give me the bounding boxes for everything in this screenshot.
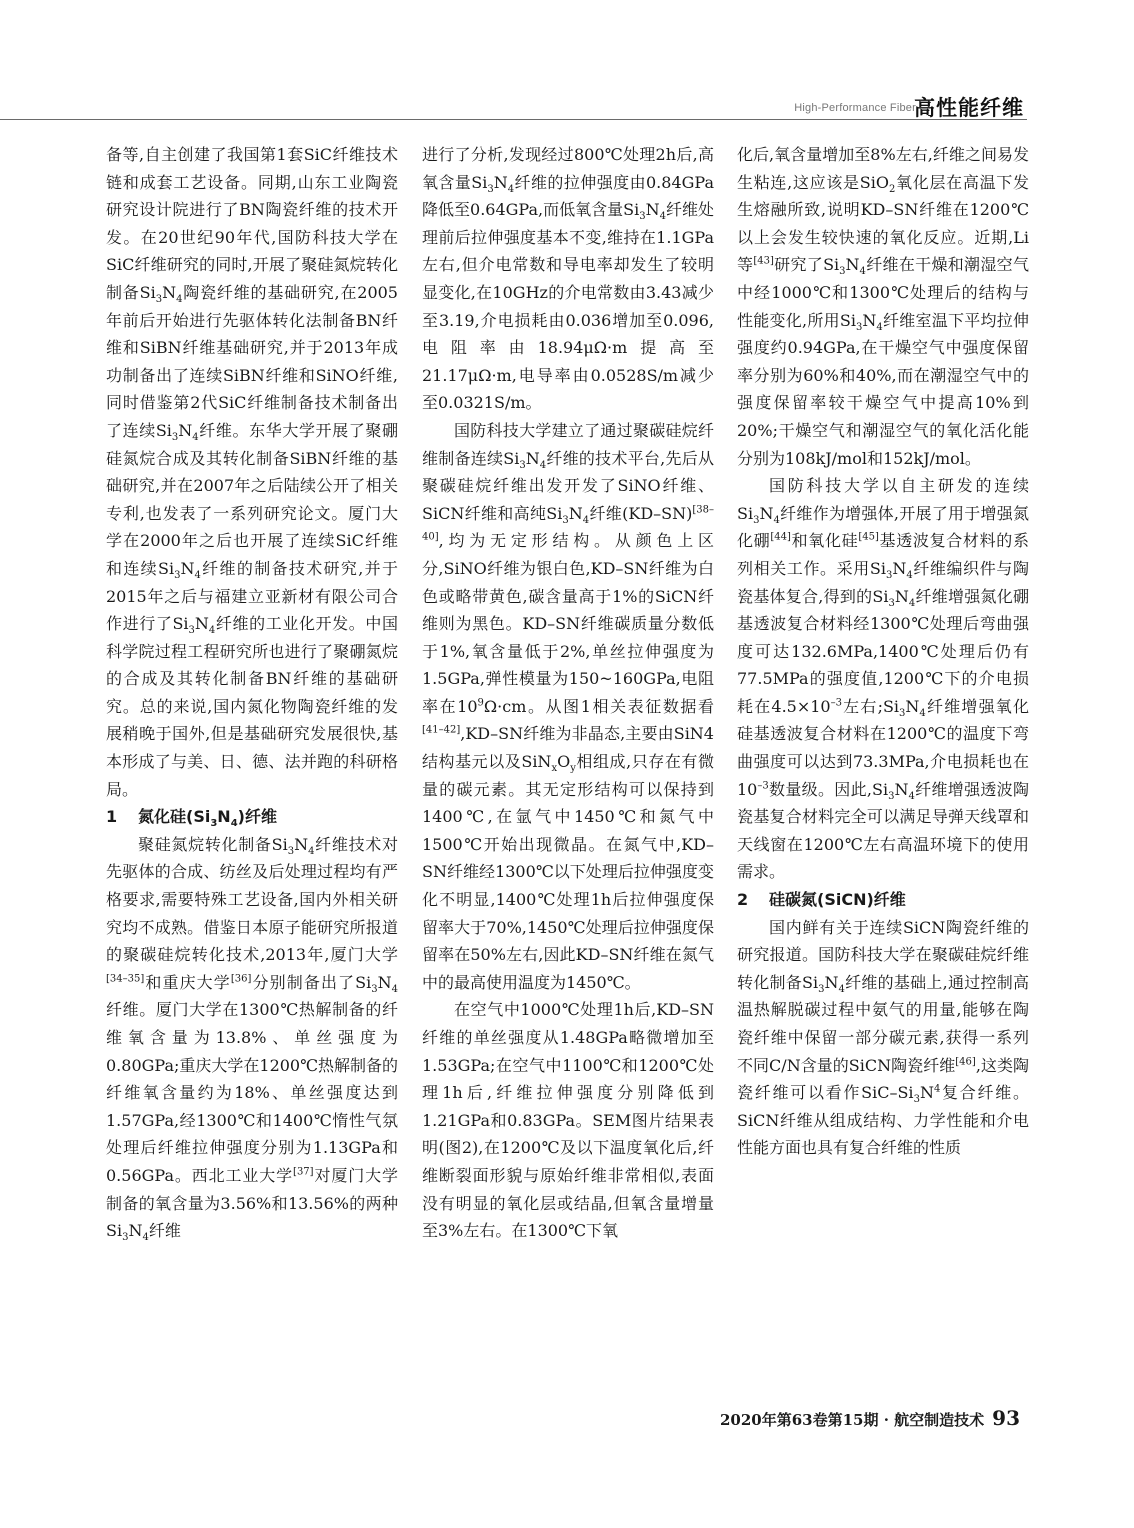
- page-number: 93: [992, 1406, 1020, 1430]
- issue-info: 2020年第63卷第15期 · 航空制造技术: [719, 1411, 985, 1429]
- column-3: [737, 141, 1029, 1162]
- page-footer: [720, 1406, 1020, 1430]
- paragraph: 聚硅氮烷转化制备$Si_3N_4$纤维技术对先驱体的合成、纺丝及后处理过程均有严格要求,需要特殊工艺设备,国内外相关研究均不成熟。借鉴日本原子能研究所报道的聚碳硅烷转化技术,2013年,厦门大学[34–35]和重庆大学[36]分别制备出了$Si_3N_4$纤维。厦门大学在1300℃热解制备的纤维氧含量为13.8%、单丝强度为0.80GPa;重庆大学在1200℃热解制备的纤维氧含量约为18%、单丝强度达到1.57GPa,经1300℃和1400℃惰性气氛处理后纤维拉伸强度分别为1.13GPa和0.56GPa。西北工业大学[37]对厦门大学制备的氧含量为3.56%和13.56%的两种$Si_3N_4$纤维: [106, 834, 399, 1244]
- journal-name-en: High-Performance Fiber: [794, 102, 916, 114]
- paragraph: 国防科技大学建立了通过聚碳硅烷纤维制备连续$Si_3N_4$纤维的技术平台,先后从聚碳硅烷纤维出发开发了SiNO纤维、SiCN纤维和高纯$Si_3N_4$纤维(KD–SN)[38–40],均为无定形结构。从颜色上区分,SiNO纤维为银白色,KD–SN纤维为白色或略带黄色,碳含量高于1%的SiCN纤维则为黑色。KD–SN纤维碳质量分数低于1%,氧含量低于2%,单丝拉伸强度为1.5GPa,弹性模量为150~160GPa,电阻率在$10^9\Omega\cdot cm$。从图1相关表征数据看[41–42],KD–SN纤维为非晶态,主要由SiN4结构基元以及$SiN_xO_y$相组成,只存在有微量的碳元素。其无定形结构可以保持到1400℃,在氩气中1450℃和氮气中1500℃开始出现微晶。在氮气中,KD–SN纤维经1300℃以下处理后拉伸强度变化不明显,1400℃处理1h后拉伸强度保留率大于70%,1450℃处理后拉伸强度保留率在50%左右,因此KD–SN纤维在氮气中的最高使用温度为1450℃。: [422, 420, 714, 992]
- paragraph: 国防科技大学以自主研发的连续$Si_3N_4$纤维作为增强体,开展了用于增强氮化硼[44]和氧化硅[45]基透波复合材料的系列相关工作。采用$Si_3N_4$纤维编织件与陶瓷基体复合,得到的$Si_3N_4$纤维增强氮化硼基透波复合材料经1300℃处理后弯曲强度可达132.6MPa,1400℃处理后仍有77.5MPa的强度值,1200℃下的介电损耗在$4.5\times 10^{-3}$左右$;Si_3N_4$纤维增强氧化硅基透波复合材料在1200℃的温度下弯曲强度可以达到73.3MPa,介电损耗也在$10^{-3}$数量级。因此$,Si_3N_4$纤维增强透波陶瓷基复合材料完全可以满足导弹天线罩和天线窗在1200℃左右高温环境下的使用需求。: [737, 476, 1029, 882]
- column-1: [106, 141, 398, 1245]
- paragraph: 进行了分析,发现经过800℃处理2h后,高氧含量$Si_3N_4$纤维的拉伸强度由0.84GPa降低至0.64GPa,而低氧含量$Si_3N_4$纤维处理前后拉伸强度基本不变,维持在1.1GPa左右,但介电常数和导电率却发生了较明显变化,在10GHz的介电常数由3.43减少至3.19,介电损耗由0.036增加至0.096,电阻率由18.94μΩ·m提高至21.17μΩ·m,电导率由0.0528S/m减少至0.0321S/m。: [422, 145, 714, 413]
- section-heading-2: 2 硅碳氮(SiCN)纤维: [737, 890, 906, 910]
- paragraph: 备等,自主创建了我国第1套SiC纤维技术链和成套工艺设备。同期,山东工业陶瓷研究设计院进行了BN陶瓷纤维的技术开发。在20世纪90年代,国防科技大学在SiC纤维研究的同时,开展了聚硅氮烷转化制备$Si_3N_4$陶瓷纤维的基础研究,在2005年前后开始进行先驱体转化法制备BN纤维和SiBN纤维基础研究,并于2013年成功制备出了连续SiBN纤维和SiNO纤维,同时借鉴第2代SiC纤维制备技术制备出了连续$Si_3N_4$纤维。东华大学开展了聚硼硅氮烷合成及其转化制备SiBN纤维的基础研究,并在2007年之后陆续公开了相关专利,也发表了一系列研究论文。厦门大学在2000年之后也开展了连续SiC纤维和连续$Si_3N_4$纤维的制备技术研究,并于2015年之后与福建立亚新材有限公司合作进行了$Si_3N_4$纤维的工业化开发。中国科学院过程工程研究所也进行了聚硼氮烷的合成及其转化制备BN纤维的基础研究。总的来说,国内氮化物陶瓷纤维的发展稍晚于国外,但是基础研究发展很快,基本形成了与美、日、德、法并跑的科研格局。: [106, 145, 398, 799]
- paragraph: 在空气中1000℃处理1h后,KD–SN纤维的单丝强度从1.48GPa略微增加至1.53GPa;在空气中1100℃和1200℃处理1h后,纤维拉伸强度分别降低到1.21GPa和0.83GPa。SEM图片结果表明(图2),在1200℃及以下温度氧化后,纤维断裂面形貌与原始纤维非常相似,表面没有明显的氧化层或结晶,但氧含量增量至3%左右。在1300℃下氧: [422, 1000, 714, 1241]
- header-rule: [0, 119, 1027, 120]
- section-title-zh: 高性能纤维: [914, 96, 1024, 120]
- section-heading-1: 1 氮化硅$(Si_3N_4)$纤维: [106, 807, 277, 830]
- paragraph: 国内鲜有关于连续SiCN陶瓷纤维的研究报道。国防科技大学在聚碳硅烷纤维转化制备$Si_3N_4$纤维的基础上,通过控制高温热解脱碳过程中氨气的用量,能够在陶瓷纤维中保留一部分碳元素,获得一系列不同C/N含量的SiCN陶瓷纤维[46],这类陶瓷纤维可以看作SiC–$Si_3N^4$复合纤维。SiCN纤维从组成结构、力学性能和介电性能方面也具有复合纤维的性质: [737, 917, 1029, 1158]
- column-2: [422, 141, 714, 1245]
- paragraph: 化后,氧含量增加至8%左右,纤维之间易发生粘连,这应该是SiO$_2$氧化层在高温下发生熔融所致,说明KD–SN纤维在1200℃以上会发生较快速的氧化反应。近期,Li等[43]研究了$Si_3N_4$纤维在干燥和潮湿空气中经1000℃和1300℃处理后的结构与性能变化,所用$Si_3N_4$纤维室温下平均拉伸强度约0.94GPa,在干燥空气中强度保留率分别为60%和40%,而在潮湿空气中的强度保留率较干燥空气中提高10%到20%;干燥空气和潮湿空气的氧化活化能分别为108kJ/mol和152kJ/mol。: [737, 145, 1029, 468]
- running-header: [0, 0, 1134, 125]
